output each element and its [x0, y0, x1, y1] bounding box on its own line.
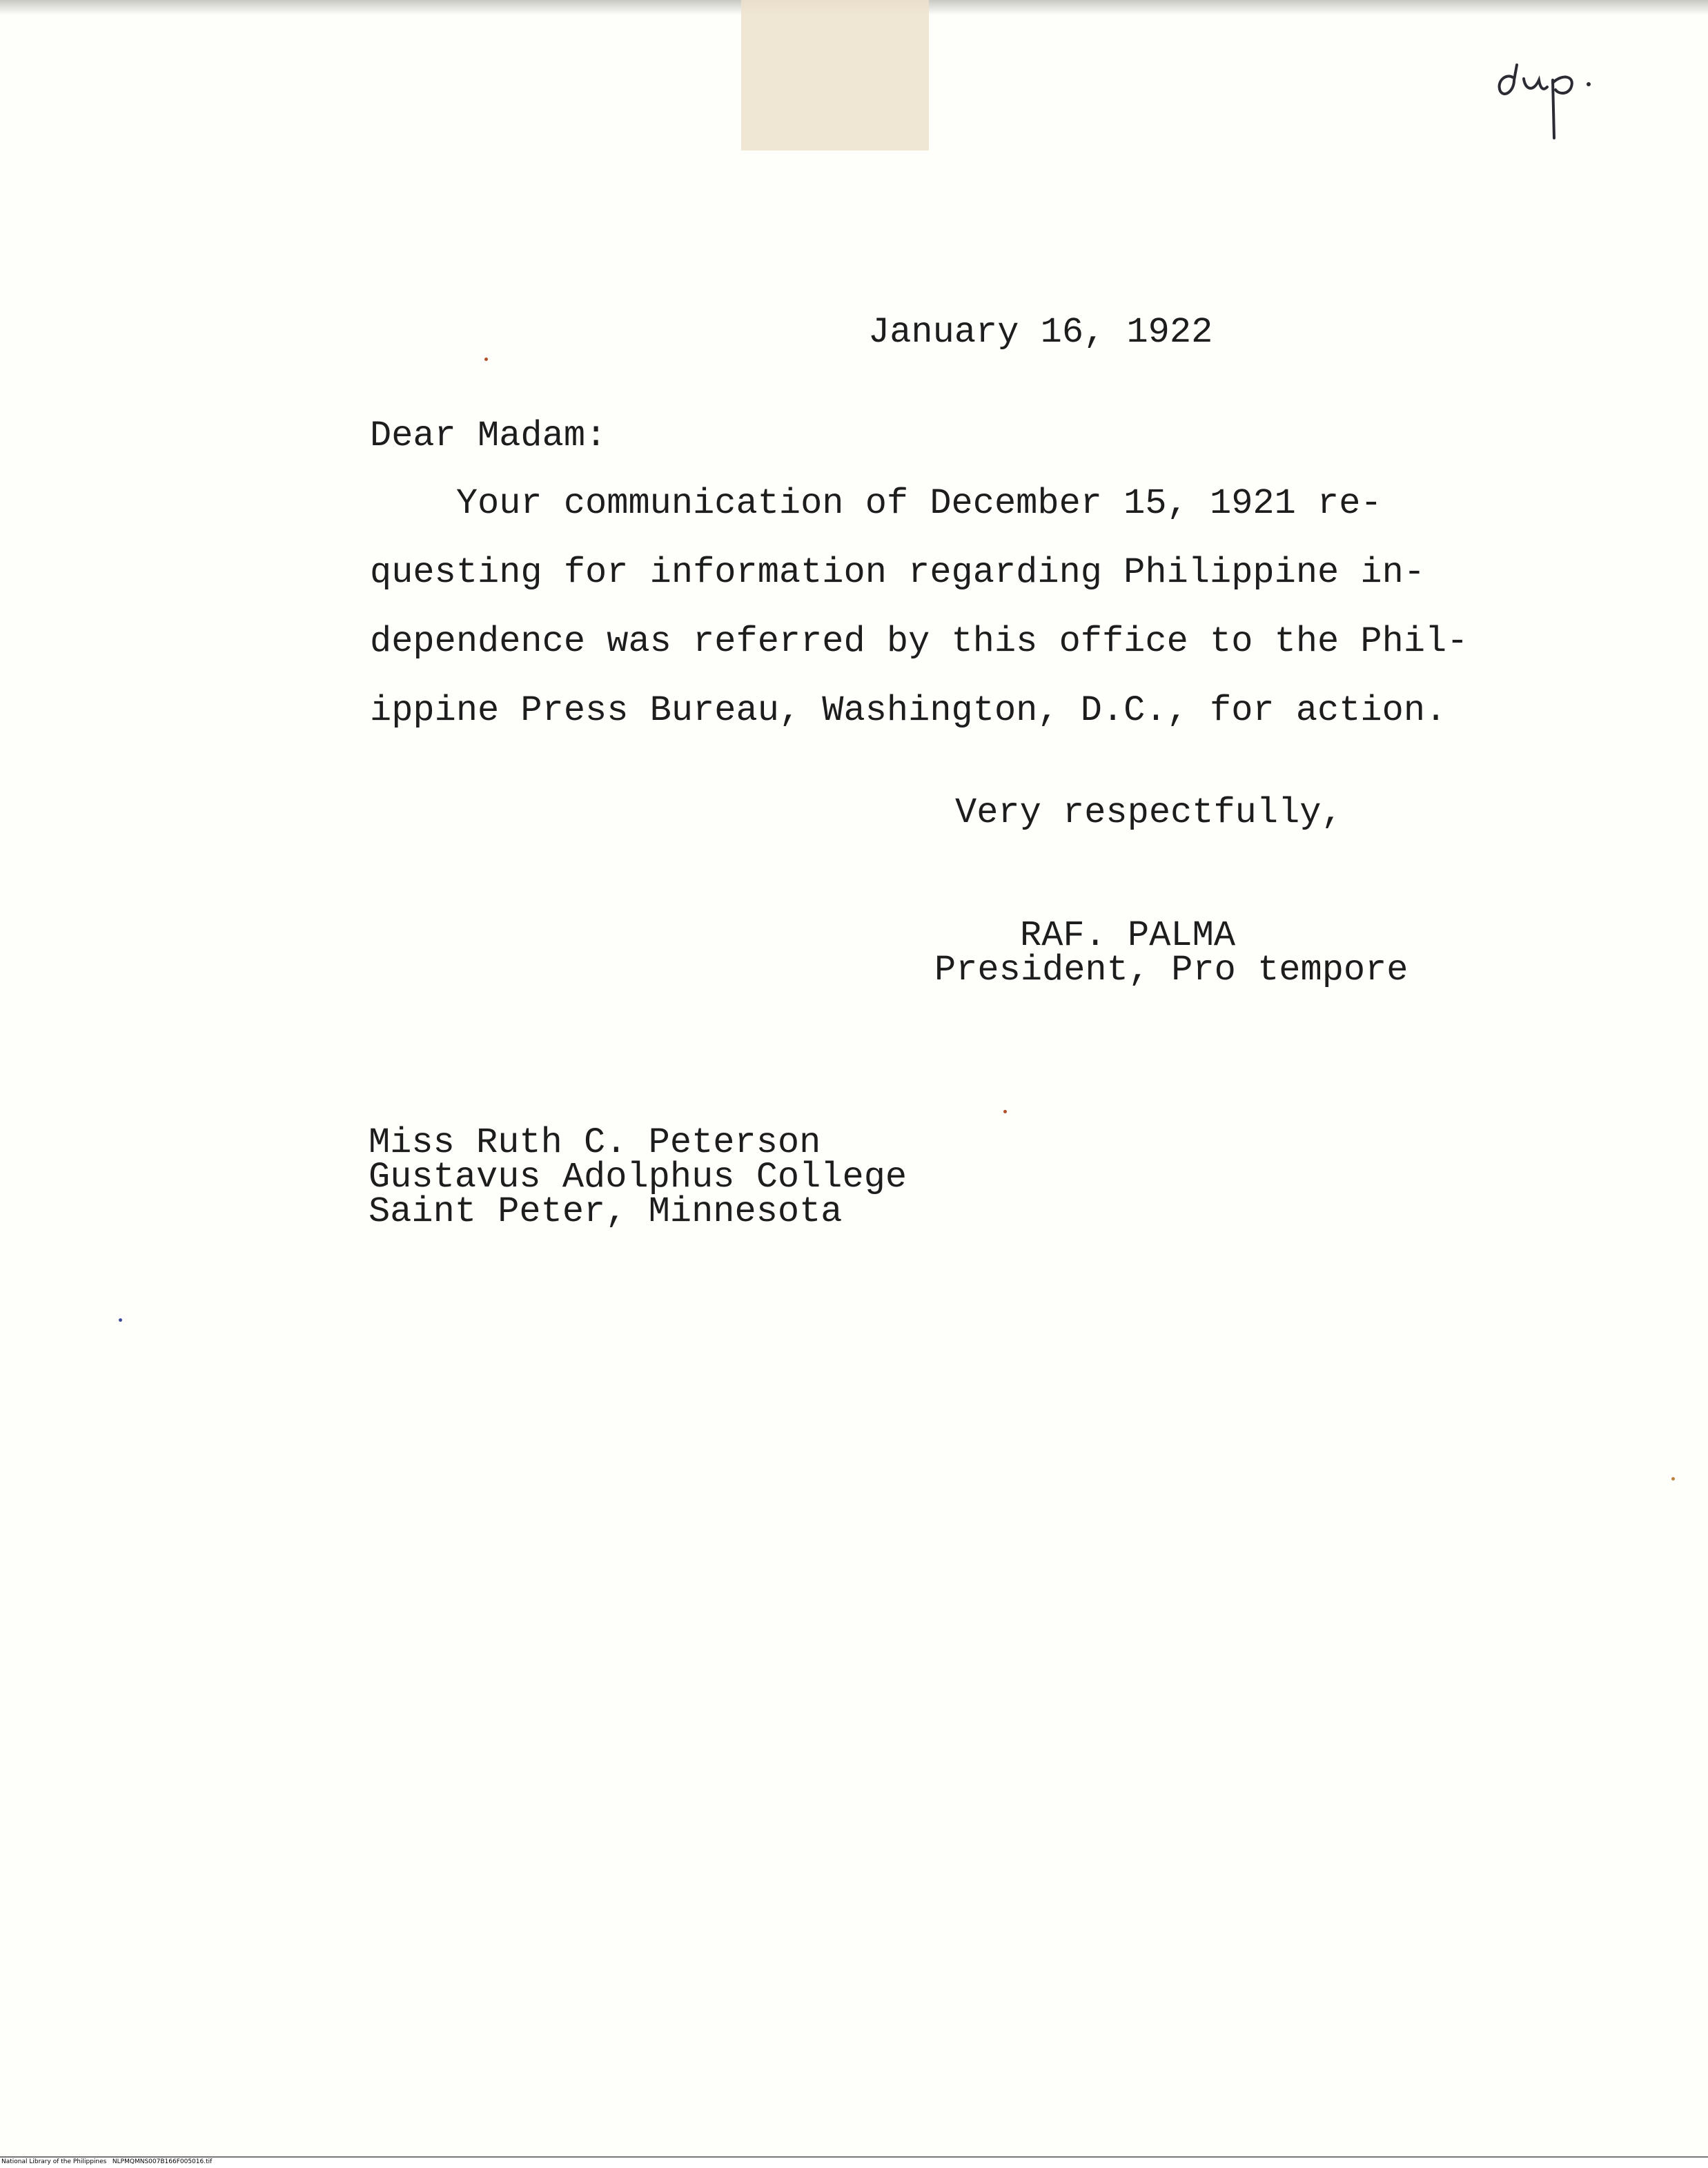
- scan-speck: [1671, 1477, 1675, 1481]
- body-line: ippine Press Bureau, Washington, D.C., for action.: [370, 690, 1447, 731]
- salutation: Dear Madam:: [370, 416, 607, 456]
- scan-speck: [119, 1318, 122, 1322]
- tape-stain: [741, 0, 929, 150]
- signature-name: RAF. PALMA: [1020, 915, 1236, 956]
- footer-strip: [0, 2156, 1708, 2168]
- letter-date: January 16, 1922: [868, 312, 1213, 353]
- signature-title: President, Pro tempore: [934, 950, 1408, 990]
- recipient-institution: Gustavus Adolphus College: [369, 1157, 907, 1198]
- body-line: Your communication of December 15, 1921 re-: [370, 483, 1382, 524]
- body-line: questing for information regarding Philippine in-: [370, 552, 1426, 593]
- body-line: dependence was referred by this office to the Phil-: [370, 621, 1469, 662]
- closing: Very respectfully,: [955, 792, 1343, 833]
- scan-footer-label: National Library of the Philippines NLPMQMNS007B166F005016.tif: [1, 2158, 213, 2165]
- recipient-name: Miss Ruth C. Peterson: [369, 1122, 821, 1163]
- handwritten-dup-mark: [1491, 48, 1615, 145]
- recipient-location: Saint Peter, Minnesota: [369, 1191, 843, 1232]
- scan-speck: [1003, 1110, 1007, 1113]
- scan-speck: [484, 358, 488, 361]
